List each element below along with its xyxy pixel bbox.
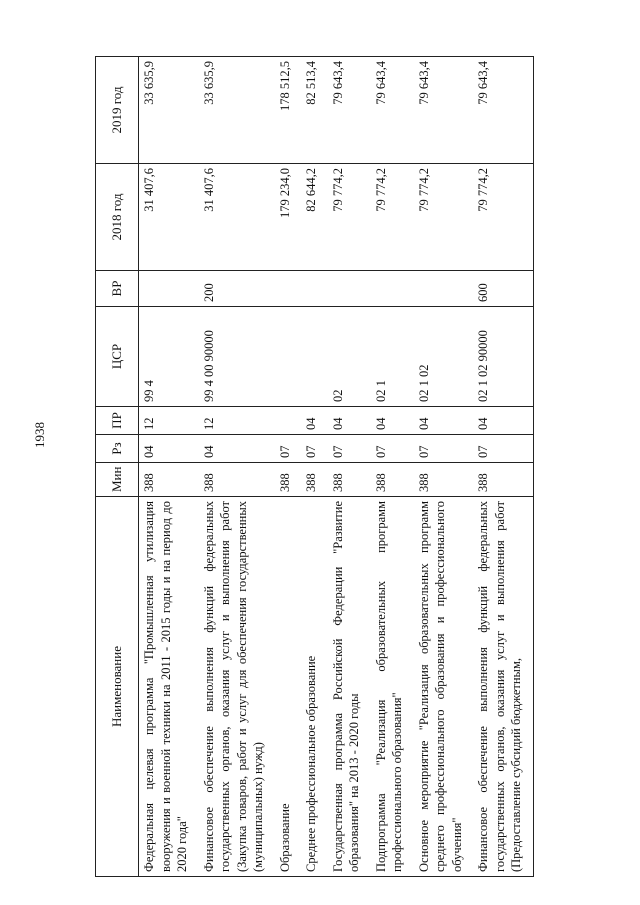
- table-row: [301, 57, 328, 877]
- row-min: 388: [414, 463, 474, 497]
- row-vr: [275, 271, 302, 307]
- row-2019: 33 635,9: [199, 57, 275, 164]
- row-min: 388: [328, 463, 371, 497]
- row-2018: 82 644,2: [301, 164, 328, 271]
- row-vr: [414, 271, 474, 307]
- row-min: 388: [275, 463, 302, 497]
- row-csr: 02 1 02 90000: [473, 307, 533, 407]
- table-row: [139, 57, 199, 877]
- row-min: 388: [139, 463, 199, 497]
- row-vr: [139, 271, 199, 307]
- row-name: Финансовое обеспечение выполнения функций федеральных государственных органов, оказания услуг и выполнения работ (Предоставление субсидий бюджетным,: [473, 497, 533, 877]
- table-row: [199, 57, 275, 877]
- row-rz: 07: [371, 435, 414, 463]
- row-name: Государственная программа Российской Федерации "Развитие образования" на 2013 - 2020 годы: [328, 497, 371, 877]
- row-pr: 04: [371, 407, 414, 435]
- row-min: 388: [199, 463, 275, 497]
- row-name: Основное мероприятие "Реализация образовательных программ среднего профессионального образования и профессионального обучения": [414, 497, 474, 877]
- row-min: 388: [301, 463, 328, 497]
- row-2018: 31 407,6: [199, 164, 275, 271]
- header-2019: 2019 год: [96, 57, 139, 164]
- row-rz: 07: [328, 435, 371, 463]
- row-2018: 79 774,2: [328, 164, 371, 271]
- row-rz: 04: [199, 435, 275, 463]
- row-name: Подпрограмма "Реализация образовательных программ профессионального образования": [371, 497, 414, 877]
- row-2018: 79 774,2: [371, 164, 414, 271]
- row-rz: 07: [301, 435, 328, 463]
- row-2018: 31 407,6: [139, 164, 199, 271]
- row-vr: [328, 271, 371, 307]
- row-2018: 79 774,2: [414, 164, 474, 271]
- row-2019: 178 512,5: [275, 57, 302, 164]
- row-2019: 79 643,4: [414, 57, 474, 164]
- row-2019: 79 643,4: [371, 57, 414, 164]
- table-header: [96, 57, 139, 877]
- row-name: Образование: [275, 497, 302, 877]
- budget-table: [95, 56, 534, 877]
- row-rz: 07: [473, 435, 533, 463]
- header-min: Мин: [96, 463, 139, 497]
- row-rz: 07: [275, 435, 302, 463]
- row-csr: 02: [328, 307, 371, 407]
- table-body: [139, 57, 534, 877]
- row-2019: 82 513,4: [301, 57, 328, 164]
- table-row: [371, 57, 414, 877]
- table-row: [275, 57, 302, 877]
- row-pr: 12: [139, 407, 199, 435]
- row-csr: [275, 307, 302, 407]
- table-row: [414, 57, 474, 877]
- row-csr: [301, 307, 328, 407]
- row-rz: 07: [414, 435, 474, 463]
- row-csr: 99 4 00 90000: [199, 307, 275, 407]
- row-2018: 79 774,2: [473, 164, 533, 271]
- row-pr: 12: [199, 407, 275, 435]
- row-name: Федеральная целевая программа "Промышленная утилизация вооружения и военной техники на 2011 - 2015 годы и на период до 2020 года": [139, 497, 199, 877]
- page-number: 1938: [32, 422, 47, 448]
- row-vr: [371, 271, 414, 307]
- row-min: 388: [371, 463, 414, 497]
- row-vr: [301, 271, 328, 307]
- row-min: 388: [473, 463, 533, 497]
- row-pr: 04: [328, 407, 371, 435]
- row-pr: 04: [414, 407, 474, 435]
- row-csr: 02 1: [371, 307, 414, 407]
- row-2019: 33 635,9: [139, 57, 199, 164]
- row-vr: 200: [199, 271, 275, 307]
- header-name: Наименование: [96, 497, 139, 877]
- table-row: [328, 57, 371, 877]
- header-pr: ПР: [96, 407, 139, 435]
- budget-table-rotated: [95, 57, 605, 877]
- row-csr: 99 4: [139, 307, 199, 407]
- row-pr: 04: [301, 407, 328, 435]
- row-rz: 04: [139, 435, 199, 463]
- row-name: Среднее профессиональное образование: [301, 497, 328, 877]
- row-name: Финансовое обеспечение выполнения функций федеральных государственных органов, оказания услуг и выполнения работ (Закупка товаров, работ и услуг для обеспечения государственных (муниципальных) нужд): [199, 497, 275, 877]
- row-pr: [275, 407, 302, 435]
- row-csr: 02 1 02: [414, 307, 474, 407]
- row-vr: 600: [473, 271, 533, 307]
- table-row: [473, 57, 533, 877]
- row-2019: 79 643,4: [328, 57, 371, 164]
- header-2018: 2018 год: [96, 164, 139, 271]
- header-csr: ЦСР: [96, 307, 139, 407]
- header-rz: Рз: [96, 435, 139, 463]
- header-vr: ВР: [96, 271, 139, 307]
- row-2018: 179 234,0: [275, 164, 302, 271]
- row-2019: 79 643,4: [473, 57, 533, 164]
- row-pr: 04: [473, 407, 533, 435]
